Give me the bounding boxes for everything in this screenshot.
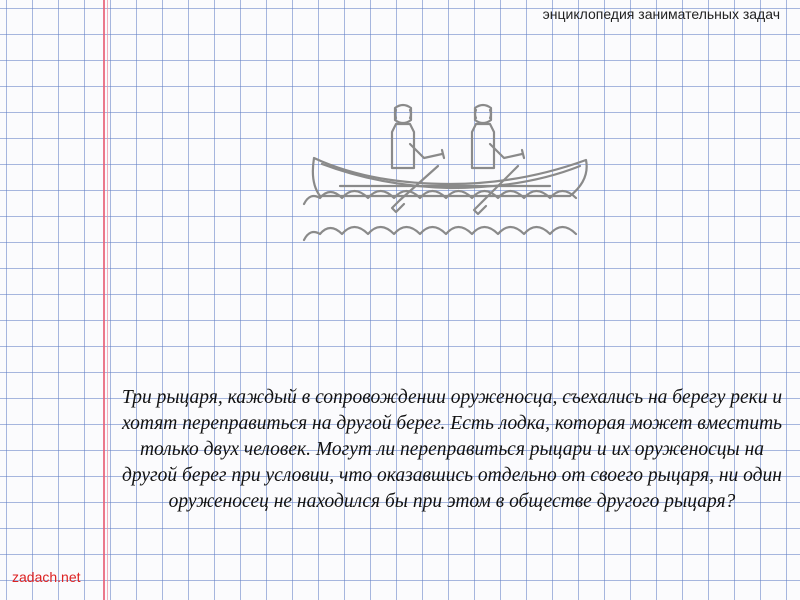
notebook-margin-line-inner xyxy=(107,0,108,600)
site-label: zadach.net xyxy=(12,569,81,585)
puzzle-text: Три рыцаря, каждый в сопровождении оруженосца, съехались на берегу реки и хотят переправиться на другой берег. Есть лодка, которая может вместить только двух человек. Могут ли переправиться рыцари и их оруженосцы на другой берег при условии, что оказавшись отдельно от своего рыцаря, ни один оруженосец не находился бы при этом в обществе другого рыцаря? xyxy=(121,387,783,512)
waves-icon xyxy=(304,191,576,240)
notebook-margin-line xyxy=(103,0,105,600)
oars-icon xyxy=(392,166,518,214)
rower-right-icon xyxy=(472,105,524,168)
page-header-title: энциклопедия занимательных задач xyxy=(542,6,780,22)
rowing-boat-icon xyxy=(300,98,602,260)
rower-left-icon xyxy=(392,105,444,168)
